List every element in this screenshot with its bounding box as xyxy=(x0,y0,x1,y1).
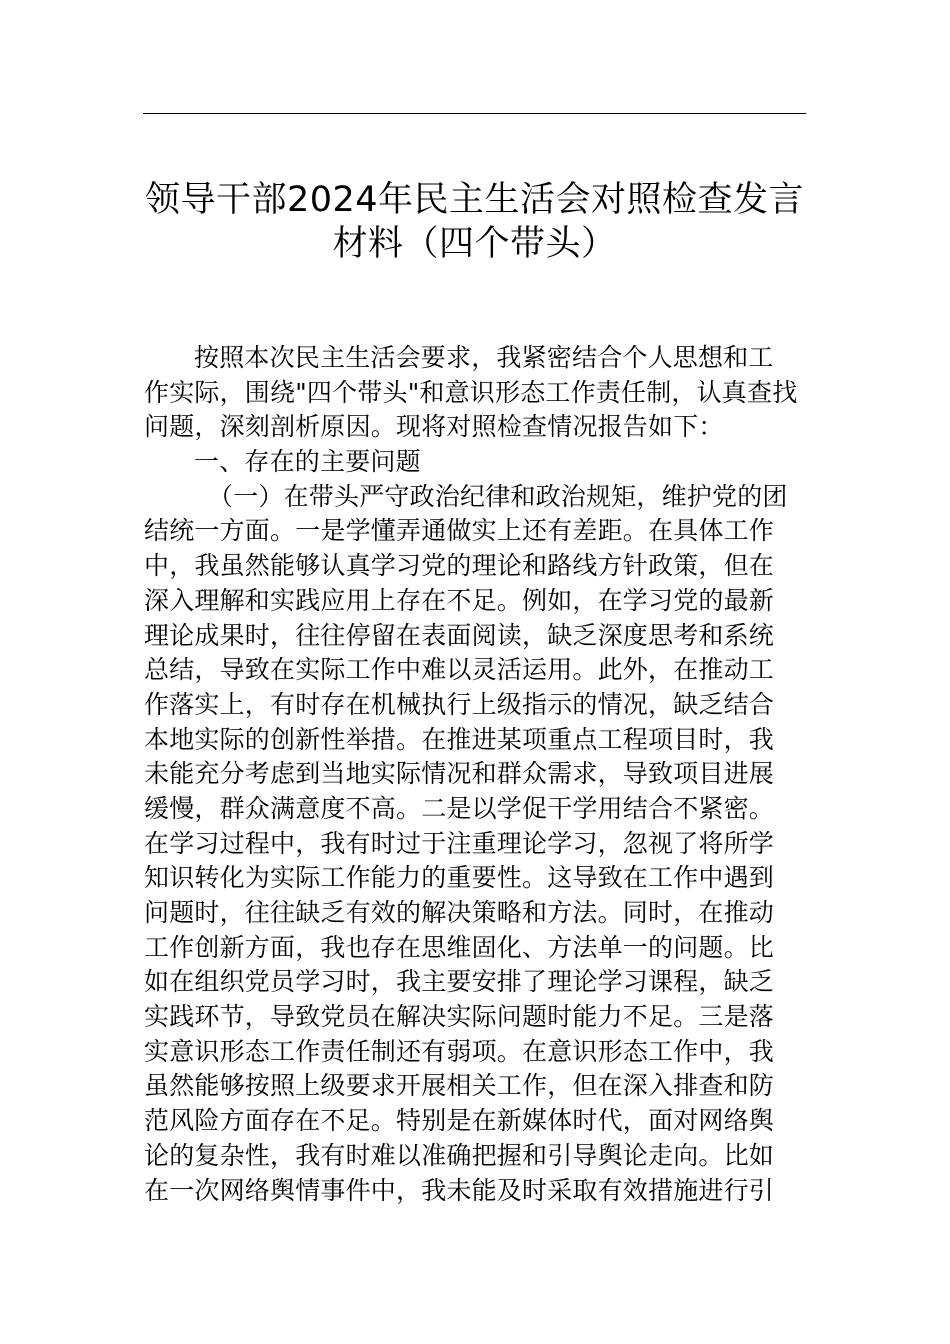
body-line: 问题，深刻剖析原因。现将对照检查情况报告如下： xyxy=(144,412,724,442)
body-line: 知识转化为实际工作能力的重要性。这导致在工作中遇到 xyxy=(144,863,775,893)
section-heading: 一、存在的主要问题 xyxy=(194,447,421,477)
body-line: 本地实际的创新性举措。在推进某项重点工程项目时，我 xyxy=(144,724,775,754)
body-line: 如在组织党员学习时，我主要安排了理论学习课程，缺乏 xyxy=(144,967,775,997)
body-line: 深入理解和实践应用上存在不足。例如，在学习党的最新 xyxy=(144,585,775,615)
body-line: 作落实上，有时存在机械执行上级指示的情况，缺乏结合 xyxy=(144,689,775,719)
body-line: 结统一方面。一是学懂弄通做实上还有差距。在具体工作 xyxy=(144,516,775,546)
body-line: 实践环节，导致党员在解决实际问题时能力不足。三是落 xyxy=(144,1002,775,1032)
document-title-line-1: 领导干部2024年民主生活会对照检查发言 xyxy=(144,180,805,220)
body-line: 在一次网络舆情事件中，我未能及时采取有效措施进行引 xyxy=(144,1175,775,1205)
body-line: 总结，导致在实际工作中难以灵活运用。此外，在推动工 xyxy=(144,655,775,685)
header-rule xyxy=(143,113,806,114)
body-line: 缓慢，群众满意度不高。二是以学促干学用结合不紧密。 xyxy=(144,793,775,823)
body-line: 中，我虽然能够认真学习党的理论和路线方针政策，但在 xyxy=(144,551,775,581)
body-line: 作实际，围绕"四个带头"和意识形态工作责任制，认真查找 xyxy=(144,377,798,407)
body-line: 范风险方面存在不足。特别是在新媒体时代，面对网络舆 xyxy=(144,1106,775,1136)
body-line: 实意识形态工作责任制还有弱项。在意识形态工作中，我 xyxy=(144,1036,775,1066)
body-line: 问题时，往往缺乏有效的解决策略和方法。同时，在推动 xyxy=(144,898,775,927)
subsection-line: （一）在带头严守政治纪律和政治规矩，维护党的团 xyxy=(208,481,788,511)
body-line: 理论成果时，往往停留在表面阅读，缺乏深度思考和系统 xyxy=(144,620,775,650)
body-line: 论的复杂性，我有时难以准确把握和引导舆论走向。比如 xyxy=(144,1140,775,1170)
document-title-line-2: 材料（四个带头） xyxy=(332,224,617,264)
body-line: 工作创新方面，我也存在思维固化、方法单一的问题。比 xyxy=(144,932,775,962)
body-line: 虽然能够按照上级要求开展相关工作，但在深入排查和防 xyxy=(144,1071,775,1101)
body-line: 未能充分考虑到当地实际情况和群众需求，导致项目进展 xyxy=(144,759,775,789)
document-body xyxy=(144,341,808,1208)
body-line: 按照本次民主生活会要求，我紧密结合个人思想和工 xyxy=(194,343,774,372)
body-line: 在学习过程中，我有时过于注重理论学习，忽视了将所学 xyxy=(144,828,775,858)
